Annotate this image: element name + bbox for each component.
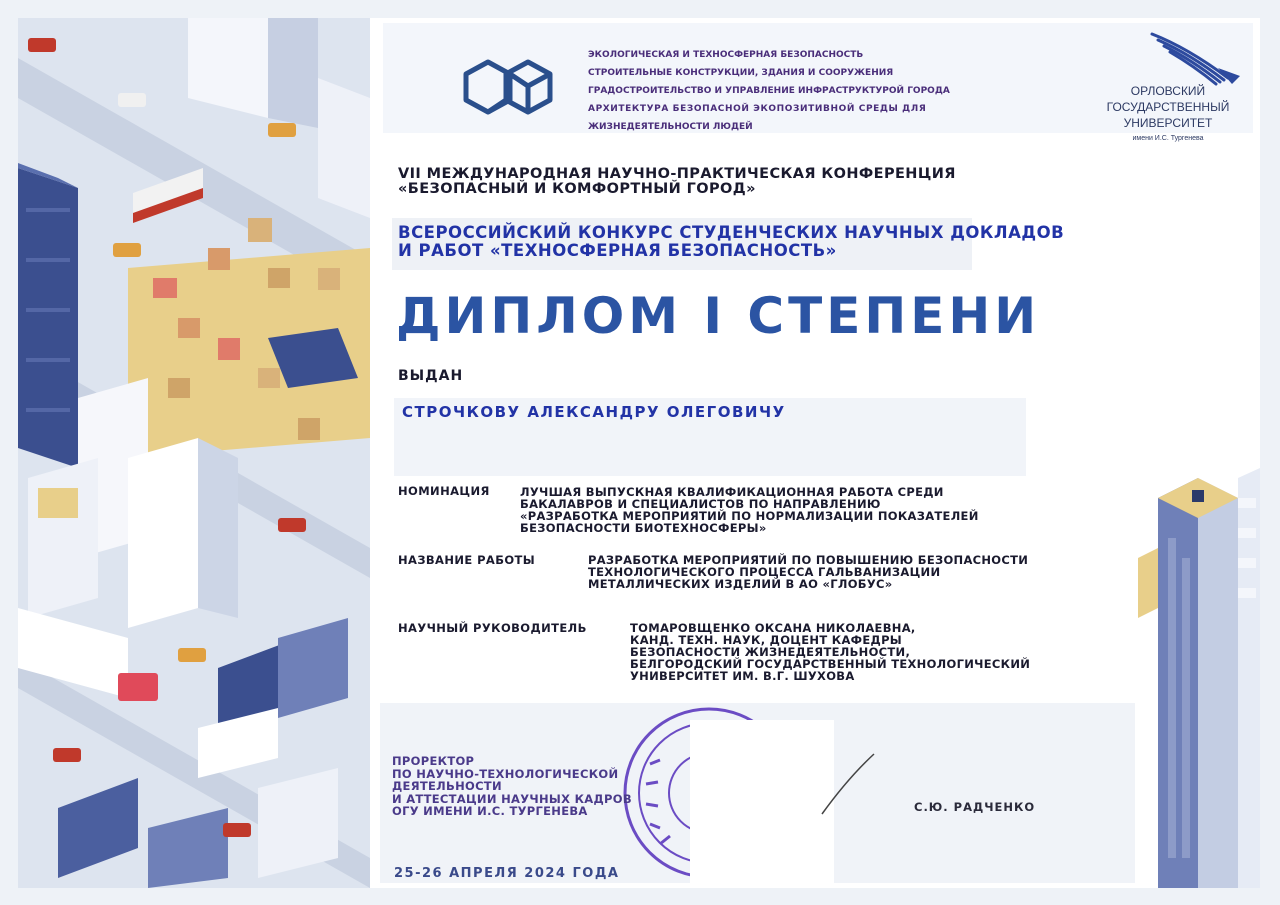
nomination-line: «РАЗРАБОТКА МЕРОПРИЯТИЙ ПО НОРМАЛИЗАЦИИ ПОКАЗАТЕЛЕЙ bbox=[520, 509, 979, 523]
nomination-line: БЕЗОПАСНОСТИ БИОТЕХНОСФЕРЫ» bbox=[520, 521, 767, 535]
conference-title bbox=[398, 167, 956, 197]
conference-logo-icon bbox=[458, 54, 558, 126]
prorector-line: ОГУ ИМЕНИ И.С. ТУРГЕНЕВА bbox=[392, 804, 588, 818]
prorector-line: ПРОРЕКТОР bbox=[392, 754, 475, 768]
conference-title-line: VII МЕЖДУНАРОДНАЯ НАУЧНО-ПРАКТИЧЕСКАЯ КОНФЕРЕНЦИЯ bbox=[398, 166, 956, 182]
university-name-line: ГОСУДАРСТВЕННЫЙ bbox=[1106, 100, 1230, 114]
direction-item: СТРОИТЕЛЬНЫЕ КОНСТРУКЦИИ, ЗДАНИЯ И СООРУЖЕНИЯ bbox=[588, 68, 894, 78]
city-illustration bbox=[18, 18, 370, 888]
work-title-label: НАЗВАНИЕ РАБОТЫ bbox=[398, 553, 536, 567]
nomination-line: БАКАЛАВРОВ И СПЕЦИАЛИСТОВ ПО НАПРАВЛЕНИЮ bbox=[520, 497, 881, 511]
supervisor-value bbox=[630, 622, 1030, 682]
supervisor-line: УНИВЕРСИТЕТ ИМ. В.Г. ШУХОВА bbox=[630, 669, 855, 683]
work-title-value bbox=[588, 554, 1028, 590]
work-title-line: ТЕХНОЛОГИЧЕСКОГО ПРОЦЕССА ГАЛЬВАНИЗАЦИИ bbox=[588, 565, 941, 579]
university-name bbox=[1088, 83, 1248, 131]
signer-name: С.Ю. РАДЧЕНКО bbox=[914, 800, 1036, 814]
conference-title-line: «БЕЗОПАСНЫЙ И КОМФОРТНЫЙ ГОРОД» bbox=[398, 181, 756, 197]
diploma-sheet bbox=[18, 18, 1260, 888]
nomination-label: НОМИНАЦИЯ bbox=[398, 484, 490, 498]
university-logo bbox=[1088, 28, 1258, 153]
direction-item: АРХИТЕКТУРА БЕЗОПАСНОЙ ЭКОПОЗИТИВНОЙ СРЕДЫ ДЛЯ bbox=[588, 104, 927, 114]
work-title-line: МЕТАЛЛИЧЕСКИХ ИЗДЕЛИЙ В АО «ГЛОБУС» bbox=[588, 577, 893, 591]
prorector-line: И АТТЕСТАЦИИ НАУЧНЫХ КАДРОВ bbox=[392, 791, 632, 806]
direction-item: ГРАДОСТРОИТЕЛЬСТВО И УПРАВЛЕНИЕ ИНФРАСТРУКТУРОЙ ГОРОДА bbox=[588, 86, 950, 96]
conference-directions bbox=[588, 46, 950, 136]
diploma-title: ДИПЛОМ I СТЕПЕНИ bbox=[396, 287, 1041, 345]
supervisor-line: КАНД. ТЕХН. НАУК, ДОЦЕНТ КАФЕДРЫ bbox=[630, 633, 903, 647]
work-title-line: РАЗРАБОТКА МЕРОПРИЯТИЙ ПО ПОВЫШЕНИЮ БЕЗОПАСНОСТИ bbox=[588, 553, 1029, 567]
issued-label: ВЫДАН bbox=[398, 368, 464, 384]
signature-stroke bbox=[818, 748, 878, 818]
direction-item: ЖИЗНЕДЕЯТЕЛЬНОСТИ ЛЮДЕЙ bbox=[588, 122, 753, 132]
supervisor-label: НАУЧНЫЙ РУКОВОДИТЕЛЬ bbox=[398, 621, 587, 635]
supervisor-line: БЕЛГОРОДСКИЙ ГОСУДАРСТВЕННЫЙ ТЕХНОЛОГИЧЕСКИЙ bbox=[630, 657, 1031, 671]
redacted-signature-area bbox=[690, 720, 834, 888]
eagle-wing-icon bbox=[1148, 28, 1248, 88]
contest-title-line: ВСЕРОССИЙСКИЙ КОНКУРС СТУДЕНЧЕСКИХ НАУЧНЫХ ДОКЛАДОВ bbox=[398, 223, 1065, 242]
prorector-line: ПО НАУЧНО-ТЕХНОЛОГИЧЕСКОЙ bbox=[392, 766, 619, 781]
contest-title bbox=[398, 224, 1064, 260]
prorector-title bbox=[392, 755, 632, 818]
conference-date: 25-26 АПРЕЛЯ 2024 ГОДА bbox=[394, 866, 620, 881]
supervisor-line: БЕЗОПАСНОСТИ ЖИЗНЕДЕЯТЕЛЬНОСТИ, bbox=[630, 645, 911, 659]
city-illustration-art bbox=[18, 18, 370, 888]
supervisor-line: ТОМАРОВЩЕНКО ОКСАНА НИКОЛАЕВНА, bbox=[630, 621, 916, 635]
university-subtitle: имени И.С. Тургенева bbox=[1132, 135, 1204, 142]
nomination-value bbox=[520, 486, 979, 534]
university-name-line: ОРЛОВСКИЙ bbox=[1130, 84, 1206, 98]
prorector-line: ДЕЯТЕЛЬНОСТИ bbox=[392, 779, 502, 793]
university-name-line: УНИВЕРСИТЕТ bbox=[1123, 116, 1213, 130]
direction-item: ЭКОЛОГИЧЕСКАЯ И ТЕХНОСФЕРНАЯ БЕЗОПАСНОСТЬ bbox=[588, 50, 864, 60]
tower-illustration bbox=[1138, 438, 1260, 888]
nomination-line: ЛУЧШАЯ ВЫПУСКНАЯ КВАЛИФИКАЦИОННАЯ РАБОТА СРЕДИ bbox=[520, 485, 944, 499]
recipient-name: СТРОЧКОВУ АЛЕКСАНДРУ ОЛЕГОВИЧУ bbox=[402, 403, 786, 421]
contest-title-line: И РАБОТ «ТЕХНОСФЕРНАЯ БЕЗОПАСНОСТЬ» bbox=[398, 241, 837, 260]
